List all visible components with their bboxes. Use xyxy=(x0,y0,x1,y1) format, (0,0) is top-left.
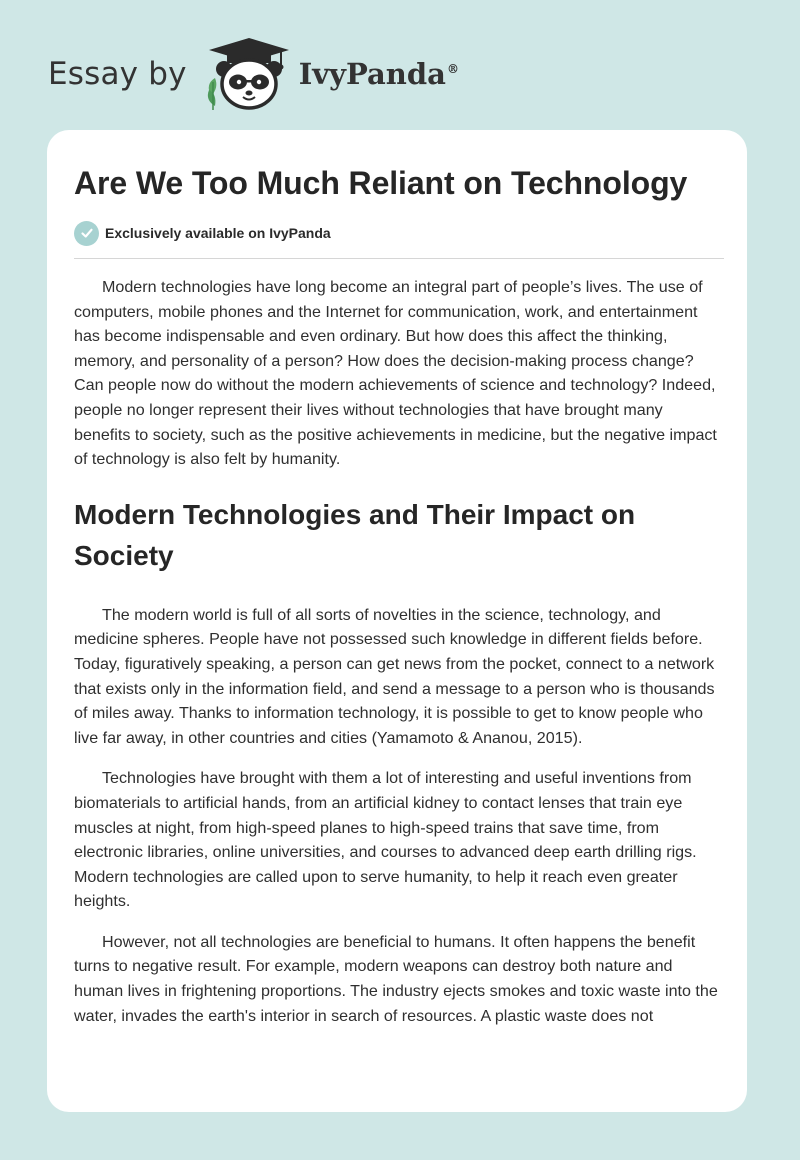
check-circle-icon xyxy=(74,221,99,246)
body-paragraph: Technologies have brought with them a lot of interesting and useful inventions from biomaterials to artificial hands, from an artificial kidney to contact lenses that train eye muscles at night, from high-speed planes to high-speed trains that save time, from electronic libraries, online universities, and courses to advanced deep earth drilling rigs. Modern technologies are called upon to serve humanity, to help it reach even greater heights. xyxy=(74,769,697,911)
page-title: Are We Too Much Reliant on Technology xyxy=(74,165,688,201)
brand-prefix: Essay by xyxy=(48,56,187,92)
registered-mark: ® xyxy=(446,62,459,77)
body-paragraph: The modern world is full of all sorts of novelties in the science, technology, and medicine spheres. People have not possessed such knowledge in different fields before. Today, figuratively speaking, a person can get news from the pocket, connect to a network that exists only in the information field, and send a message to a person who is thousands of miles away. Thanks to information technology, it is possible to get to know people who live far away, in other countries and cities (Yamamoto & Ananou, 2015). xyxy=(74,605,715,747)
exclusive-label: Exclusively available on IvyPanda xyxy=(105,225,331,241)
panda-graduate-icon[interactable] xyxy=(203,36,295,112)
exclusive-notice xyxy=(74,220,721,246)
brand-header xyxy=(48,34,459,114)
brand-name[interactable]: IvyPanda® xyxy=(298,57,459,91)
essay-card xyxy=(47,130,747,1112)
divider xyxy=(74,258,724,259)
intro-paragraph: Modern technologies have long become an integral part of people’s lives. The use of computers, mobile phones and the Internet for communication, work, and entertainment has become indispensable and even ordinary. But how does this affect the thinking, memory, and personality of a person? How does the decision-making process change? Can people now do without the modern achievements of science and technology? Indeed, people no longer represent their lives without technologies that have brought many benefits to society, such as the positive achievements in medicine, but the negative impact of technology is also felt by humanity. xyxy=(74,278,717,469)
body-paragraph: However, not all technologies are beneficial to humans. It often happens the benefit turns to negative result. For example, modern weapons can destroy both nature and human lives in frightening proportions. The industry ejects smokes and toxic waste into the water, invades the earth's interior in search of resources. A plastic waste does not xyxy=(74,932,718,1025)
section-heading: Modern Technologies and Their Impact on Society xyxy=(74,498,636,571)
